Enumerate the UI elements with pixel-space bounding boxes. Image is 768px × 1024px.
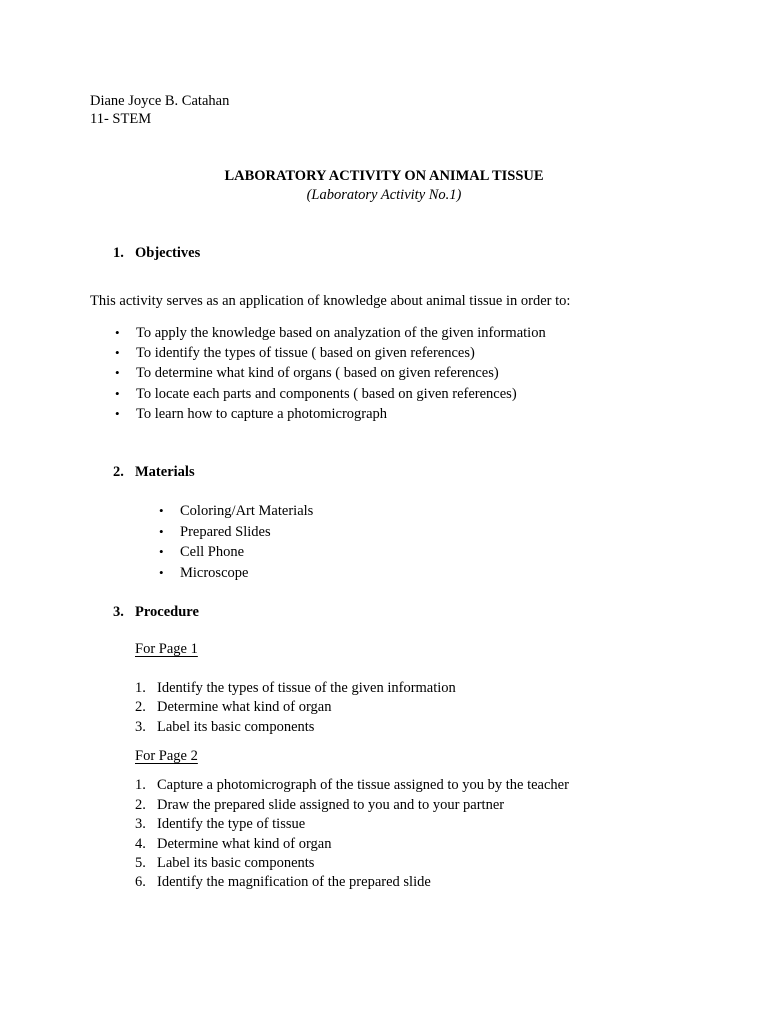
list-item: • To determine what kind of organs ( based on given references) [115,365,499,381]
procedure-number: 3. [113,604,124,620]
list-item: • To locate each parts and components ( based on given references) [115,386,517,402]
bullet-icon: • [115,345,120,360]
list-item: 1. Identify the types of tissue of the given information [135,680,456,696]
procedure-heading [113,605,199,620]
list-item: • Prepared Slides [159,524,271,540]
list-item: • To learn how to capture a photomicrograph [115,406,388,422]
list-item: 3. Identify the type of tissue [135,816,306,832]
list-item: 4. Determine what kind of organ [135,836,332,852]
document-subtitle: (Laboratory Activity No.1) [306,187,462,203]
bullet-icon: • [159,524,164,539]
materials-number: 2. [113,464,124,480]
bullet-icon: • [115,365,120,380]
objectives-number: 1. [113,245,124,261]
list-item: • Microscope [159,565,249,581]
bullet-icon: • [159,544,164,559]
author-name: Diane Joyce B. Catahan [90,93,230,109]
list-item: 2. Draw the prepared slide assigned to you and to your partner [135,797,505,813]
author-section: 11- STEM [90,111,152,127]
document-title: LABORATORY ACTIVITY ON ANIMAL TISSUE [224,168,544,184]
bullet-icon: • [159,565,164,580]
bullet-icon: • [115,406,120,421]
list-item: • Coloring/Art Materials [159,503,314,519]
list-item: • Cell Phone [159,544,245,560]
bullet-icon: • [159,503,164,518]
list-item: 2. Determine what kind of organ [135,699,332,715]
page1-subheading: For Page 1 [135,641,198,657]
bullet-icon: • [115,386,120,401]
materials-heading [113,465,195,480]
procedure-title: Procedure [135,604,199,620]
list-item: • To identify the types of tissue ( based on given references) [115,345,475,361]
objectives-heading [113,246,200,261]
materials-title: Materials [135,464,195,480]
objectives-intro: This activity serves as an application of knowledge about animal tissue in order to: [90,293,571,309]
objectives-title: Objectives [135,245,201,261]
bullet-icon: • [115,325,120,340]
list-item: • To apply the knowledge based on analyzation of the given information [115,325,546,341]
list-item: 3. Label its basic components [135,719,315,735]
list-item: 5. Label its basic components [135,855,315,871]
list-item: 6. Identify the magnification of the prepared slide [135,874,431,890]
page2-subheading: For Page 2 [135,748,198,764]
list-item: 1. Capture a photomicrograph of the tissue assigned to you by the teacher [135,777,569,793]
